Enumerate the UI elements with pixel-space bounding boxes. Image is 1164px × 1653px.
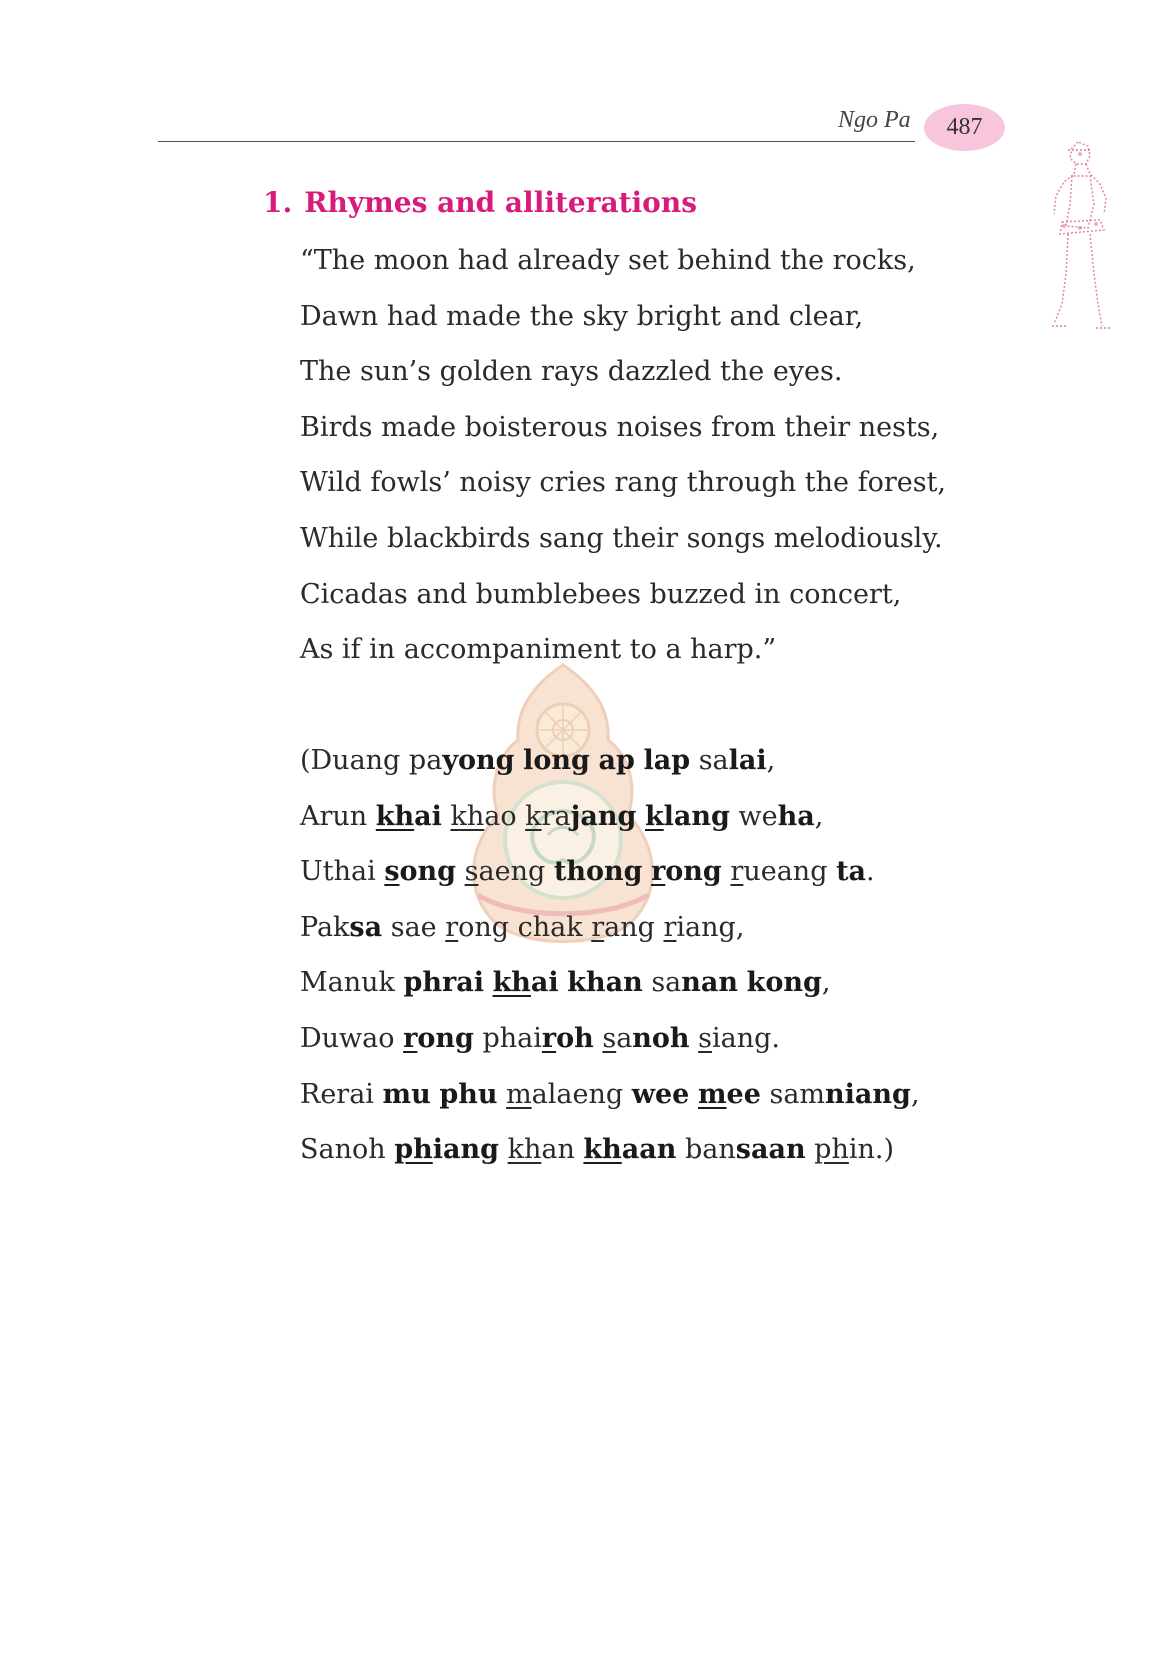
bold-rhyme-segment: saan <box>735 1134 806 1166</box>
dancer-figure-icon <box>1040 134 1120 344</box>
bold-rhyme-segment: kh <box>375 800 415 832</box>
bold-rhyme-segment: noh <box>632 1022 690 1054</box>
text-segment: (Duang pa <box>300 745 443 776</box>
bold-rhyme-segment: ee <box>726 1078 761 1110</box>
bold-rhyme-segment: aan <box>621 1134 677 1166</box>
page-number-badge <box>924 104 1005 151</box>
poem-line: “The moon had already set behind the rocks, <box>300 245 916 276</box>
poem-line: Birds made boisterous noises from their nests, <box>300 411 940 443</box>
bold-rhyme-segment: wee <box>631 1078 690 1110</box>
text-segment: a <box>616 1022 633 1054</box>
transliteration-poem-stanza <box>300 733 920 1178</box>
text-segment <box>484 967 493 998</box>
text-segment: , <box>910 1078 920 1110</box>
bold-rhyme-segment: sa <box>349 911 383 943</box>
bold-rhyme-segment: ph <box>394 1134 433 1166</box>
poem-line: Cicadas and bumblebees buzzed in concert, <box>300 578 902 610</box>
alliteration-segment: s <box>602 1022 617 1054</box>
text-segment: ban <box>676 1134 736 1166</box>
text-segment <box>456 856 465 887</box>
page-number: 487 <box>946 114 983 140</box>
transliteration-line <box>300 844 920 900</box>
text-segment <box>590 745 599 776</box>
poem-line: The sun’s golden rays dazzled the eyes. <box>300 356 843 388</box>
running-title: Ngo Pa <box>838 107 911 133</box>
alliteration-segment: r <box>663 911 677 943</box>
alliteration-segment: r <box>730 856 744 888</box>
text-segment: ra <box>541 800 571 832</box>
poem-line: While blackbirds sang their songs melodiously. <box>300 522 943 554</box>
bold-rhyme-segment: yong <box>442 745 515 776</box>
bold-rhyme-segment: kh <box>492 967 531 999</box>
text-segment: Uthai <box>300 856 385 888</box>
bold-rhyme-segment: oh <box>556 1022 594 1054</box>
text-segment: alaeng <box>531 1078 632 1110</box>
header-rule <box>158 141 915 142</box>
bold-rhyme-segment: lang <box>663 800 730 832</box>
text-segment: phai <box>473 1022 542 1054</box>
bold-rhyme-segment: lai <box>728 745 767 776</box>
transliteration-line <box>300 1122 920 1178</box>
text-segment: , <box>766 745 776 776</box>
section-heading <box>263 186 697 219</box>
text-segment <box>806 1134 815 1165</box>
english-poem-stanza <box>300 233 946 678</box>
bold-rhyme-segment: ha <box>777 800 815 832</box>
bold-rhyme-segment: long <box>523 745 590 776</box>
text-segment: aeng <box>478 856 554 888</box>
transliteration-line <box>300 955 920 1011</box>
bold-rhyme-segment: lap <box>643 745 691 776</box>
alliteration-segment: m <box>506 1078 532 1110</box>
text-segment: iang. <box>712 1022 781 1054</box>
bold-rhyme-segment: phrai <box>403 967 484 999</box>
bold-rhyme-segment: ong <box>399 856 457 888</box>
section-number: 1. <box>263 186 293 219</box>
bold-rhyme-segment: ai <box>530 967 559 999</box>
text-segment: Pak <box>300 911 350 943</box>
section-title: Rhymes and alliterations <box>304 186 697 219</box>
text-segment: . <box>866 856 875 888</box>
text-segment <box>499 1134 508 1165</box>
text-segment <box>497 1079 506 1110</box>
bold-rhyme-segment: mu <box>382 1078 431 1110</box>
text-segment <box>559 967 568 998</box>
text-segment: sa <box>642 967 682 999</box>
bold-rhyme-segment: iang <box>432 1134 499 1166</box>
bold-rhyme-segment: k <box>644 800 664 832</box>
text-segment <box>689 1079 698 1110</box>
transliteration-line <box>300 1067 920 1123</box>
transliteration-line <box>300 900 920 956</box>
text-segment: in.) <box>848 1134 894 1166</box>
bold-rhyme-segment: m <box>697 1078 727 1110</box>
text-segment <box>690 1023 699 1054</box>
bold-rhyme-segment: ap <box>598 745 635 776</box>
bold-rhyme-segment: thong <box>553 856 643 888</box>
poem-line: Wild fowls’ noisy cries rang through the forest, <box>300 467 947 499</box>
poem-line: As if in accompaniment to a harp.” <box>300 634 777 666</box>
bold-rhyme-segment: r <box>403 1022 418 1054</box>
bold-rhyme-segment: r <box>651 856 666 888</box>
bold-rhyme-segment: s <box>384 856 400 888</box>
alliteration-segment: s <box>464 856 479 888</box>
bold-rhyme-segment: kong <box>746 967 822 999</box>
bold-rhyme-segment: jang <box>570 800 637 832</box>
poem-line: Dawn had made the sky bright and clear, <box>300 300 864 332</box>
text-segment: an <box>541 1134 584 1166</box>
text-segment: Arun <box>300 800 376 832</box>
text-segment: we <box>729 800 778 832</box>
bold-rhyme-segment: ai <box>414 800 442 832</box>
alliteration-segment: k <box>525 800 542 832</box>
bold-rhyme-segment: ong <box>417 1022 474 1054</box>
text-segment: Manuk <box>300 967 404 999</box>
text-segment: ao <box>484 800 526 832</box>
alliteration-segment: s <box>698 1022 713 1054</box>
text-segment: , <box>814 800 824 832</box>
alliteration-segment: r <box>445 911 459 943</box>
bold-rhyme-segment: khan <box>567 967 643 999</box>
transliteration-line <box>300 1011 920 1067</box>
text-segment <box>636 801 645 832</box>
bold-rhyme-segment: nan <box>681 967 739 999</box>
alliteration-segment: kh <box>450 800 485 832</box>
bold-rhyme-segment: kh <box>583 1134 622 1166</box>
text-segment: Rerai <box>300 1078 383 1110</box>
alliteration-segment: r <box>591 911 605 943</box>
text-segment: sae <box>382 911 446 943</box>
bold-rhyme-segment: phu <box>439 1078 498 1110</box>
text-segment: sa <box>690 745 729 776</box>
transliteration-line <box>300 733 920 789</box>
text-segment: ueang <box>743 856 837 888</box>
text-segment: ang <box>604 911 664 943</box>
text-segment: iang, <box>676 911 745 943</box>
bold-rhyme-segment: ong <box>665 856 722 888</box>
bold-rhyme-segment: r <box>541 1022 557 1054</box>
text-segment: Sanoh <box>300 1134 395 1166</box>
text-segment: ong chak <box>458 911 592 943</box>
bold-rhyme-segment: niang <box>825 1078 911 1110</box>
text-segment: Duwao <box>300 1022 404 1054</box>
text-segment <box>642 856 651 887</box>
text-segment: sam <box>760 1078 826 1110</box>
alliteration-segment: ph <box>814 1134 849 1166</box>
bold-rhyme-segment: ta <box>836 856 867 888</box>
transliteration-line <box>300 789 920 845</box>
alliteration-segment: kh <box>507 1134 542 1166</box>
text-segment: , <box>821 967 831 999</box>
text-segment <box>738 967 747 998</box>
text-segment <box>515 745 524 776</box>
